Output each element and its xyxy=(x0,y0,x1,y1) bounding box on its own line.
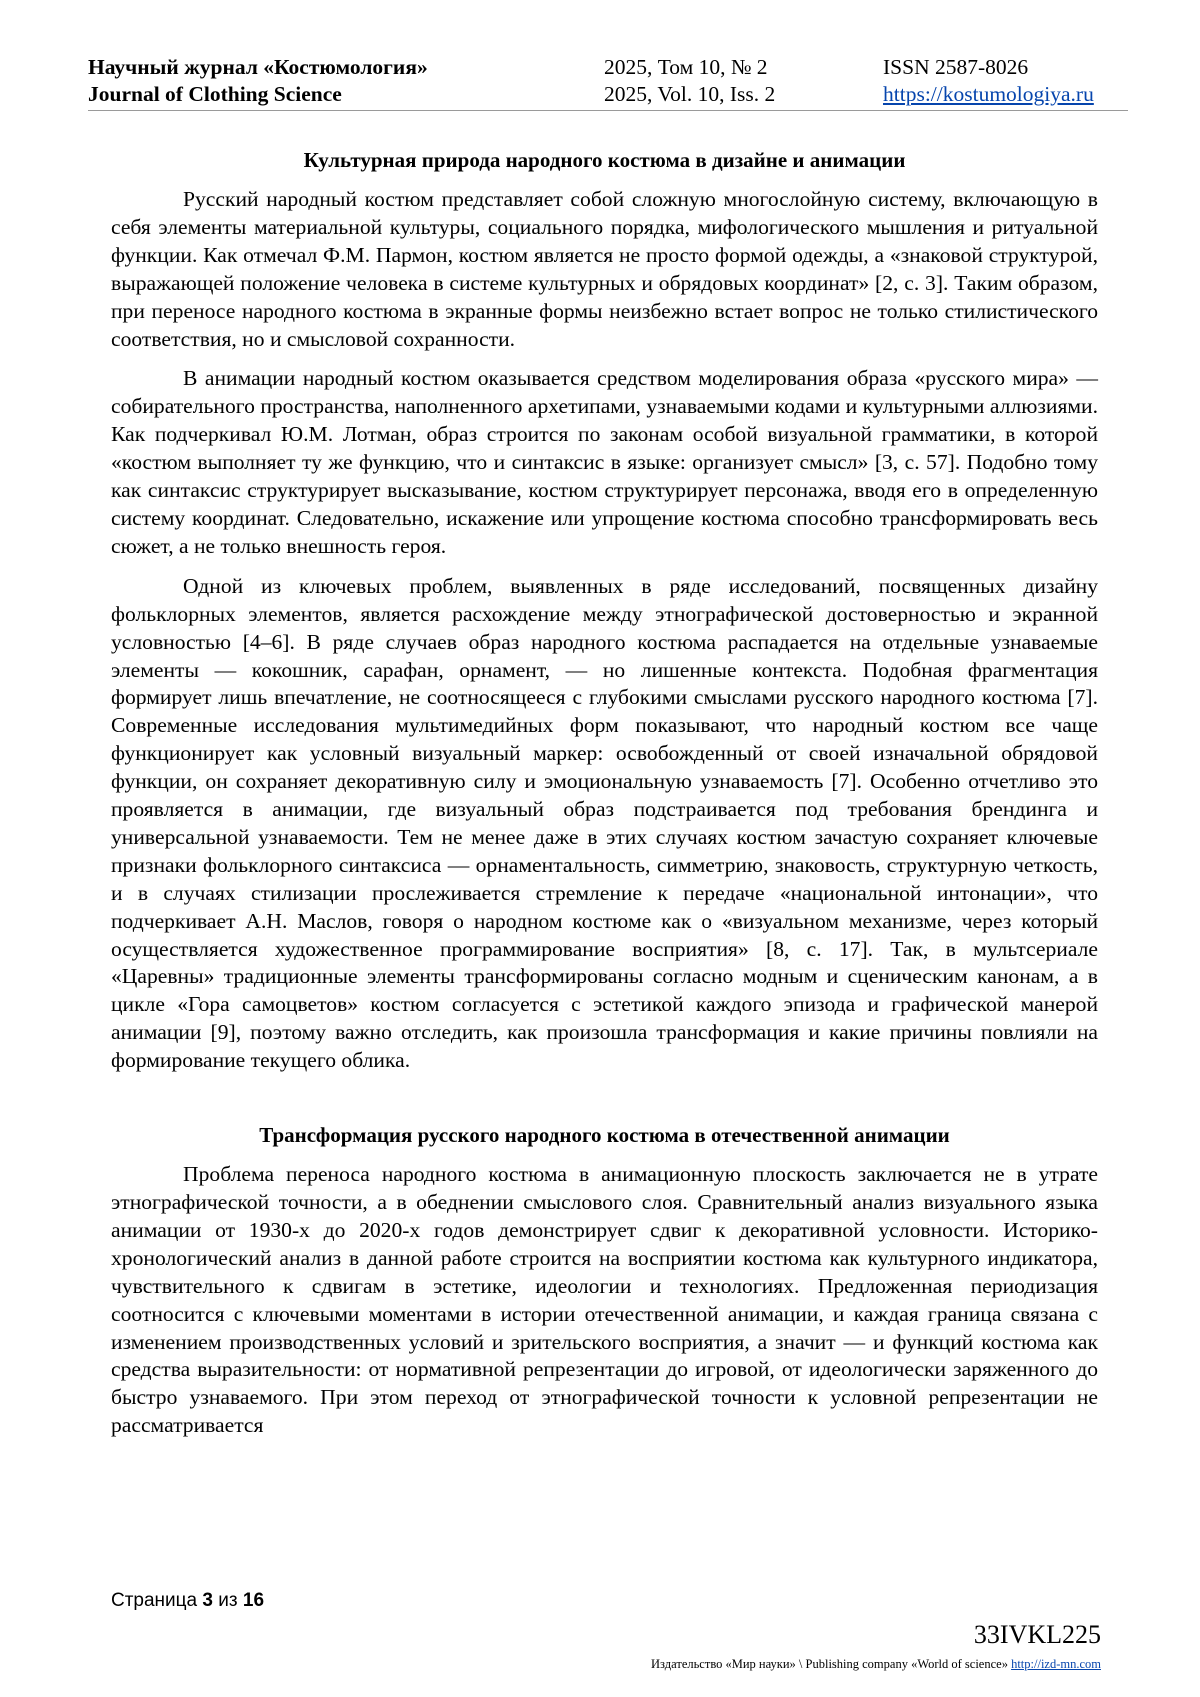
journal-title-en: Journal of Clothing Science xyxy=(88,82,342,106)
issn-block xyxy=(883,54,1094,108)
article-code: 33IVKL225 xyxy=(973,1620,1101,1649)
paragraph: В анимации народный костюм оказывается средством моделирования образа «русского мира» — собирательного пространства, наполненного архетипами, узнаваемыми кодами и культурными аллюзиями. Как подчеркивал Ю.М. Лотман, образ строится по законам особой визуальной грамматики, в которой «костюм выполняет ту же функцию, что и синтаксис в языке: организует смысл» [3, с. 57]. Подобно тому как синтаксис структурирует высказывание, костюм структурирует персонажа, вводя его в определенную систему координат. Следовательно, искажение или упрощение костюма способно трансформировать весь сюжет, а не только внешность героя. xyxy=(111,366,1098,558)
page-total: 16 xyxy=(242,1590,265,1611)
section-title-transformation: Трансформация русского народного костюма в отечественной анимации xyxy=(259,1123,950,1148)
journal-header xyxy=(88,54,1128,111)
page-number xyxy=(111,1590,264,1612)
issn: ISSN 2587-8026 xyxy=(883,55,1029,79)
publisher-line xyxy=(651,1656,1101,1672)
paragraph: Одной из ключевых проблем, выявленных в ряде исследований, посвященных дизайну фольклорных элементов, является расхождение между этнографической достоверностью и экранной условностью [4–6]. В ряде случаев образ народного костюма распадается на отдельные узнаваемые элементы — кокошник, сарафан, орнамент, — но лишенные контекста. Подобная фрагментация формирует лишь впечатление, не соотносящееся с глубокими смыслами русского народного костюма [7]. Современные исследования мультимедийных форм показывают, что народный костюм все чаще функционирует как условный визуальный маркер: освобожденный от своей изначальной обрядовой функции, он сохраняет декоративную силу и эмоциональную узнаваемость [7]. Особенно отчетливо это проявляется в анимации, где визуальный образ подстраивается под требования брендинга и универсальной узнаваемости. Тем не менее даже в этих случаях костюм зачастую сохраняет ключевые признаки фольклорного синтаксиса — орнаментальность, симметрию, знаковость, структурную четкость, и в случаях стилизации прослеживается стремление к передаче «национальной интонации», что подчеркивает А.Н. Маслов, говоря о народном костюме как о «визуальном механизме, через который осуществляется художественное программирование восприятия» [8, с. 17]. Так, в мультсериале «Царевны» традиционные элементы трансформированы согласно модным и сценическим канонам, а в цикле «Гора самоцветов» костюм согласуется с эстетикой каждого эпизода и графической манерой анимации [9], поэтому важно отследить, как произошла трансформация и какие причины повлияли на формирование текущего облика. xyxy=(111,573,1098,1073)
journal-url-link[interactable]: https://kostumologiya.ru xyxy=(883,82,1094,106)
publisher-url-link[interactable]: http://izd-mn.com xyxy=(1011,1657,1101,1671)
journal-title-ru: Научный журнал «Костюмология» xyxy=(88,55,428,79)
issue-block xyxy=(604,54,775,108)
section-title-cultural-nature: Культурная природа народного костюма в дизайне и анимации xyxy=(303,148,906,172)
paragraph: Проблема переноса народного костюма в анимационную плоскость заключается не в утрате этнографической точности, а в обеднении смыслового слоя. Сравнительный анализ визуального языка анимации от 1930-х до 2020-х годов демонстрирует сдвиг к декоративной условности. Историко-хронологический анализ в данной работе строится на восприятии костюма как культурного индикатора, чувствительного к сдвигам в эстетике, идеологии и технологиях. Предложенная периодизация соотносится с ключевыми моментами в истории отечественной анимации, и каждая граница связана с изменением производственных условий и зрительского восприятия, а значит — и функций костюма как средства выразительности: от нормативной репрезентации до игровой, от идеологически заряженного до быстро узнаваемого. При этом переход от этнографической точности к условной репрезентации не рассматривается xyxy=(111,1162,1098,1438)
page-label: Страница xyxy=(111,1590,198,1611)
journal-title-block xyxy=(88,54,428,108)
issue-ru: 2025, Том 10, № 2 xyxy=(604,55,768,79)
page-current: 3 xyxy=(202,1590,213,1611)
paragraph: Русский народный костюм представляет собой сложную многослойную систему, включающую в себя элементы материальной культуры, социального порядка, мифологического мышления и ритуальной функции. Как отмечал Ф.М. Пармон, костюм является не просто формой одежды, а «знаковой структурой, выражающей положение человека в системе культурных и обрядовых координат» [2, с. 3]. Таким образом, при переносе народного костюма в экранные формы неизбежно встает вопрос не только стилистического соответствия, но и смысловой сохранности. xyxy=(111,187,1098,351)
publisher-name: Издательство «Мир науки» \ Publishing company «World of science» xyxy=(651,1657,1008,1671)
issue-en: 2025, Vol. 10, Iss. 2 xyxy=(604,82,776,106)
article-body xyxy=(111,146,1098,1452)
page-of: из xyxy=(218,1590,238,1611)
